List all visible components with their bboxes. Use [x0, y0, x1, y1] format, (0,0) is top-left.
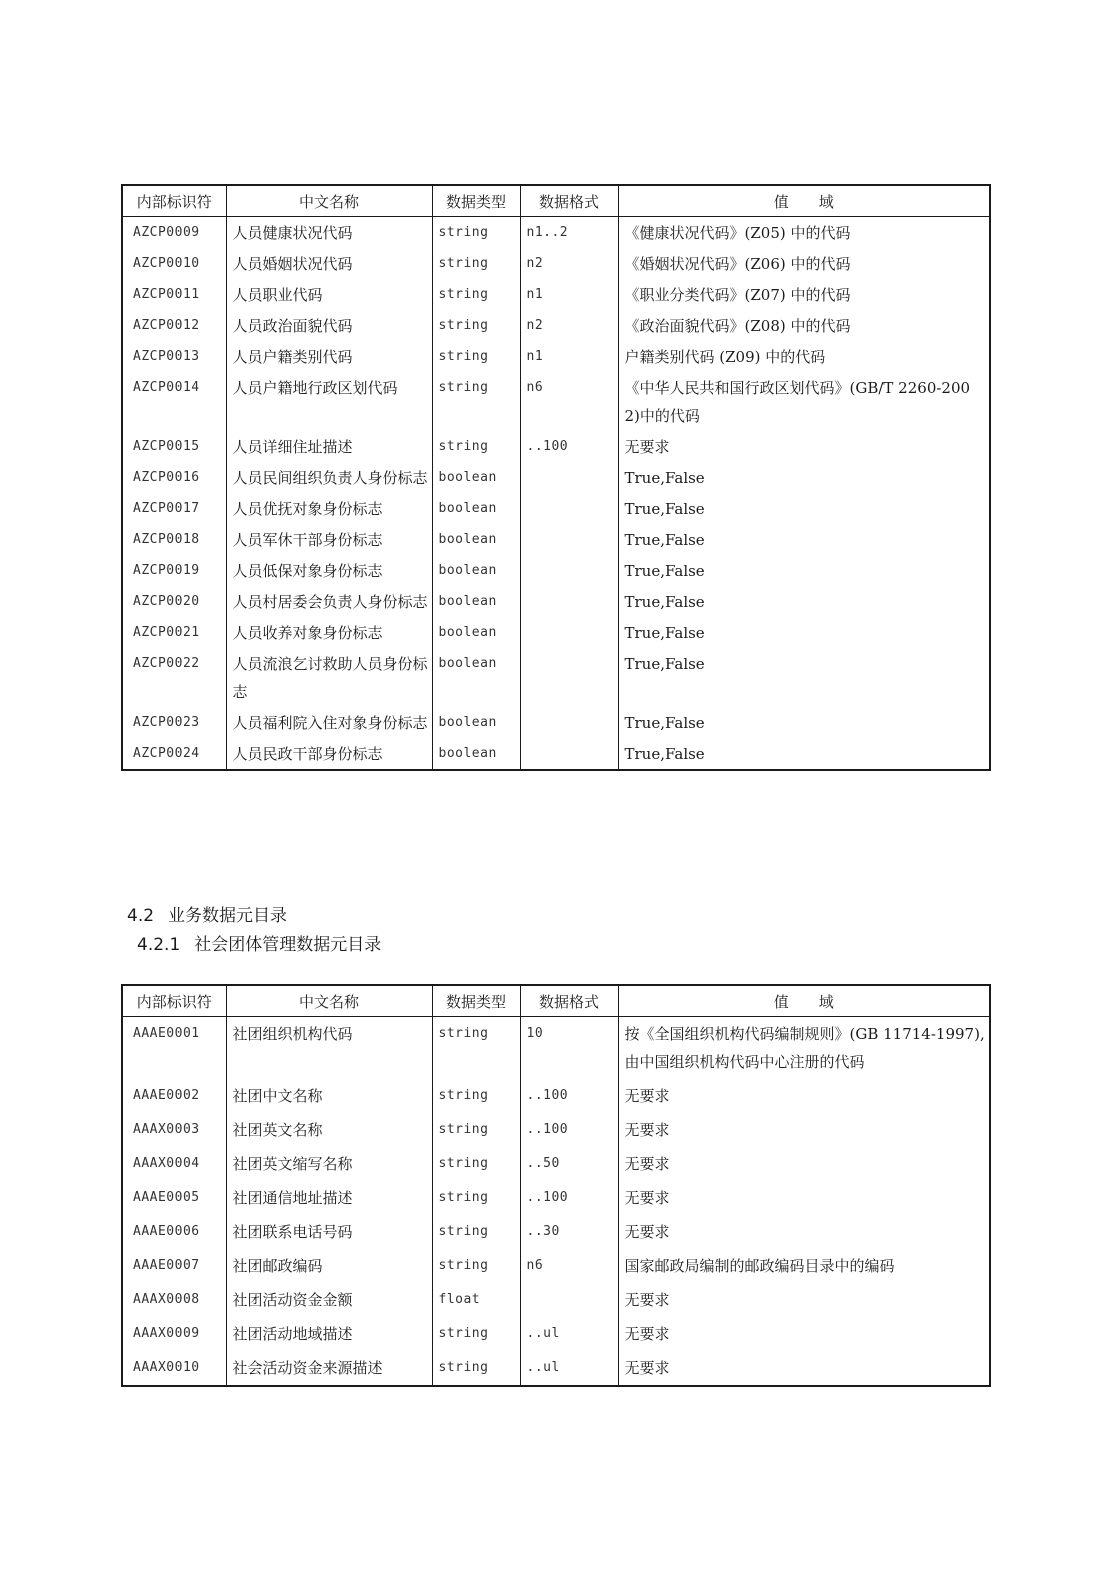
- cell-name: 社团英文名称: [226, 1113, 432, 1147]
- cell-id: AAAE0005: [133, 1190, 200, 1205]
- cell-id: AZCP0009: [133, 225, 200, 240]
- cell-range: 无要求: [618, 1181, 990, 1215]
- cell-name: 社团邮政编码: [226, 1249, 432, 1283]
- cell-id: AZCP0012: [133, 318, 200, 333]
- cell-format: [520, 648, 618, 707]
- cell-name: 社团英文缩写名称: [226, 1147, 432, 1181]
- cell-type: string: [432, 248, 520, 279]
- table-row: [122, 1249, 990, 1283]
- cell-range: True,False: [618, 555, 990, 586]
- table-row: [122, 1181, 990, 1215]
- cell-range: 无要求: [618, 1147, 990, 1181]
- cell-format: ..ul: [520, 1351, 618, 1386]
- cell-id: AZCP0021: [133, 625, 200, 640]
- cell-name: 人员详细住址描述: [226, 431, 432, 462]
- table-row: [122, 493, 990, 524]
- table-row: [122, 1215, 990, 1249]
- cell-format: ..100: [520, 1113, 618, 1147]
- table-row: [122, 462, 990, 493]
- cell-type: boolean: [432, 555, 520, 586]
- cell-format: n1: [520, 341, 618, 372]
- cell-format: 10: [520, 1017, 618, 1080]
- cell-name: 人员户籍类别代码: [226, 341, 432, 372]
- cell-format: [520, 617, 618, 648]
- header-id: 内部标识符: [122, 185, 226, 217]
- cell-name: 人员军休干部身份标志: [226, 524, 432, 555]
- cell-format: n6: [520, 1249, 618, 1283]
- header-type: 数据类型: [432, 185, 520, 217]
- cell-type: string: [432, 1351, 520, 1386]
- cell-range: True,False: [618, 493, 990, 524]
- cell-id: AAAE0002: [133, 1088, 200, 1103]
- cell-id: AZCP0010: [133, 256, 200, 271]
- cell-range: True,False: [618, 648, 990, 707]
- cell-name: 人员职业代码: [226, 279, 432, 310]
- table-row: [122, 1351, 990, 1386]
- table-row: [122, 617, 990, 648]
- header-id: 内部标识符: [122, 985, 226, 1017]
- cell-name: 人员民间组织负责人身份标志: [226, 462, 432, 493]
- cell-name: 人员健康状况代码: [226, 217, 432, 249]
- cell-name: 社团活动地域描述: [226, 1317, 432, 1351]
- cell-range: 户籍类别代码 (Z09) 中的代码: [618, 341, 990, 372]
- cell-type: string: [432, 431, 520, 462]
- table-row: [122, 555, 990, 586]
- subsection-title: 社会团体管理数据元目录: [194, 935, 382, 955]
- cell-format: ..ul: [520, 1317, 618, 1351]
- cell-type: boolean: [432, 738, 520, 770]
- cell-range: 《健康状况代码》(Z05) 中的代码: [618, 217, 990, 249]
- header-type: 数据类型: [432, 985, 520, 1017]
- cell-format: n1: [520, 279, 618, 310]
- header-range: 值 域: [618, 985, 990, 1017]
- cell-format: ..50: [520, 1147, 618, 1181]
- cell-type: boolean: [432, 462, 520, 493]
- cell-format: n2: [520, 248, 618, 279]
- cell-range: True,False: [618, 462, 990, 493]
- table-row: [122, 341, 990, 372]
- table-body: [122, 217, 990, 771]
- cell-range: True,False: [618, 617, 990, 648]
- subsection-heading: [137, 930, 381, 955]
- table-row: [122, 279, 990, 310]
- table-header-row: [122, 185, 990, 217]
- cell-name: 人员收养对象身份标志: [226, 617, 432, 648]
- header-range: 值 域: [618, 185, 990, 217]
- cell-type: string: [432, 1017, 520, 1080]
- cell-id: AZCP0020: [133, 594, 200, 609]
- header-format: 数据格式: [520, 985, 618, 1017]
- cell-format: ..100: [520, 431, 618, 462]
- table-row: [122, 1147, 990, 1181]
- cell-range: 无要求: [618, 1317, 990, 1351]
- table-row: [122, 1017, 990, 1080]
- cell-type: string: [432, 279, 520, 310]
- header-name: 中文名称: [226, 185, 432, 217]
- cell-type: string: [432, 1113, 520, 1147]
- cell-format: [520, 1283, 618, 1317]
- cell-name: 社会活动资金来源描述: [226, 1351, 432, 1386]
- data-element-table-2: [121, 984, 991, 1387]
- cell-type: string: [432, 1215, 520, 1249]
- cell-type: string: [432, 341, 520, 372]
- cell-name: 人员流浪乞讨救助人员身份标志: [226, 648, 432, 707]
- cell-name: 社团联系电话号码: [226, 1215, 432, 1249]
- cell-name: 社团通信地址描述: [226, 1181, 432, 1215]
- table-body: [122, 1017, 990, 1387]
- cell-id: AAAX0010: [133, 1360, 200, 1375]
- cell-format: n2: [520, 310, 618, 341]
- cell-name: 社团活动资金金额: [226, 1283, 432, 1317]
- table-row: [122, 372, 990, 431]
- cell-type: boolean: [432, 493, 520, 524]
- cell-format: n6: [520, 372, 618, 431]
- cell-format: [520, 738, 618, 770]
- cell-type: string: [432, 1147, 520, 1181]
- section-number: 4.2: [127, 906, 155, 926]
- cell-format: [520, 493, 618, 524]
- cell-range: 《职业分类代码》(Z07) 中的代码: [618, 279, 990, 310]
- cell-id: AAAX0009: [133, 1326, 200, 1341]
- cell-id: AZCP0016: [133, 470, 200, 485]
- cell-format: n1..2: [520, 217, 618, 249]
- subsection-number: 4.2.1: [137, 935, 181, 955]
- cell-type: string: [432, 1181, 520, 1215]
- cell-range: 按《全国组织机构代码编制规则》(GB 11714-1997),由中国组织机构代码中心注册的代码: [618, 1017, 990, 1080]
- cell-type: string: [432, 217, 520, 249]
- cell-type: string: [432, 1079, 520, 1113]
- cell-id: AZCP0022: [133, 656, 200, 671]
- cell-type: boolean: [432, 648, 520, 707]
- cell-type: string: [432, 372, 520, 431]
- cell-format: ..100: [520, 1079, 618, 1113]
- cell-name: 人员村居委会负责人身份标志: [226, 586, 432, 617]
- table-row: [122, 707, 990, 738]
- cell-name: 社团中文名称: [226, 1079, 432, 1113]
- cell-range: 国家邮政局编制的邮政编码目录中的编码: [618, 1249, 990, 1283]
- table-row: [122, 217, 990, 249]
- cell-id: AZCP0015: [133, 439, 200, 454]
- cell-range: True,False: [618, 707, 990, 738]
- table-row: [122, 248, 990, 279]
- cell-id: AAAE0007: [133, 1258, 200, 1273]
- cell-range: True,False: [618, 524, 990, 555]
- cell-name: 人员福利院入住对象身份标志: [226, 707, 432, 738]
- cell-id: AZCP0013: [133, 349, 200, 364]
- cell-range: 《政治面貌代码》(Z08) 中的代码: [618, 310, 990, 341]
- cell-name: 人员政治面貌代码: [226, 310, 432, 341]
- cell-id: AZCP0023: [133, 715, 200, 730]
- cell-range: 无要求: [618, 1215, 990, 1249]
- cell-id: AZCP0019: [133, 563, 200, 578]
- header-name: 中文名称: [226, 985, 432, 1017]
- cell-format: [520, 586, 618, 617]
- cell-format: [520, 555, 618, 586]
- table-row: [122, 524, 990, 555]
- cell-type: float: [432, 1283, 520, 1317]
- cell-id: AAAX0004: [133, 1156, 200, 1171]
- table-row: [122, 431, 990, 462]
- cell-id: AAAE0001: [133, 1026, 200, 1041]
- cell-type: string: [432, 1249, 520, 1283]
- cell-type: string: [432, 1317, 520, 1351]
- cell-range: True,False: [618, 586, 990, 617]
- cell-name: 人员民政干部身份标志: [226, 738, 432, 770]
- table-row: [122, 586, 990, 617]
- cell-id: AZCP0018: [133, 532, 200, 547]
- cell-name: 人员低保对象身份标志: [226, 555, 432, 586]
- header-format: 数据格式: [520, 185, 618, 217]
- cell-type: boolean: [432, 707, 520, 738]
- cell-range: 无要求: [618, 431, 990, 462]
- cell-range: 无要求: [618, 1351, 990, 1386]
- cell-type: string: [432, 310, 520, 341]
- cell-type: boolean: [432, 586, 520, 617]
- table-row: [122, 1079, 990, 1113]
- table-row: [122, 648, 990, 707]
- cell-id: AZCP0024: [133, 746, 200, 761]
- cell-type: boolean: [432, 524, 520, 555]
- cell-id: AAAX0008: [133, 1292, 200, 1307]
- cell-format: ..100: [520, 1181, 618, 1215]
- cell-range: 无要求: [618, 1079, 990, 1113]
- cell-name: 人员户籍地行政区划代码: [226, 372, 432, 431]
- cell-id: AZCP0011: [133, 287, 200, 302]
- data-element-table-1: [121, 184, 991, 771]
- section-title: 业务数据元目录: [168, 906, 288, 926]
- cell-format: [520, 707, 618, 738]
- cell-name: 社团组织机构代码: [226, 1017, 432, 1080]
- section-heading: [127, 901, 287, 926]
- cell-range: 无要求: [618, 1283, 990, 1317]
- cell-range: 无要求: [618, 1113, 990, 1147]
- cell-name: 人员优抚对象身份标志: [226, 493, 432, 524]
- cell-id: AZCP0014: [133, 380, 200, 395]
- cell-format: [520, 524, 618, 555]
- cell-format: ..30: [520, 1215, 618, 1249]
- table-row: [122, 738, 990, 770]
- table-row: [122, 1113, 990, 1147]
- cell-range: True,False: [618, 738, 990, 770]
- table-row: [122, 1283, 990, 1317]
- cell-format: [520, 462, 618, 493]
- table-header-row: [122, 985, 990, 1017]
- cell-id: AAAX0003: [133, 1122, 200, 1137]
- cell-range: 《婚姻状况代码》(Z06) 中的代码: [618, 248, 990, 279]
- cell-id: AAAE0006: [133, 1224, 200, 1239]
- cell-name: 人员婚姻状况代码: [226, 248, 432, 279]
- cell-type: boolean: [432, 617, 520, 648]
- table-row: [122, 1317, 990, 1351]
- cell-range: 《中华人民共和国行政区划代码》(GB/T 2260-2002)中的代码: [618, 372, 990, 431]
- table-row: [122, 310, 990, 341]
- cell-id: AZCP0017: [133, 501, 200, 516]
